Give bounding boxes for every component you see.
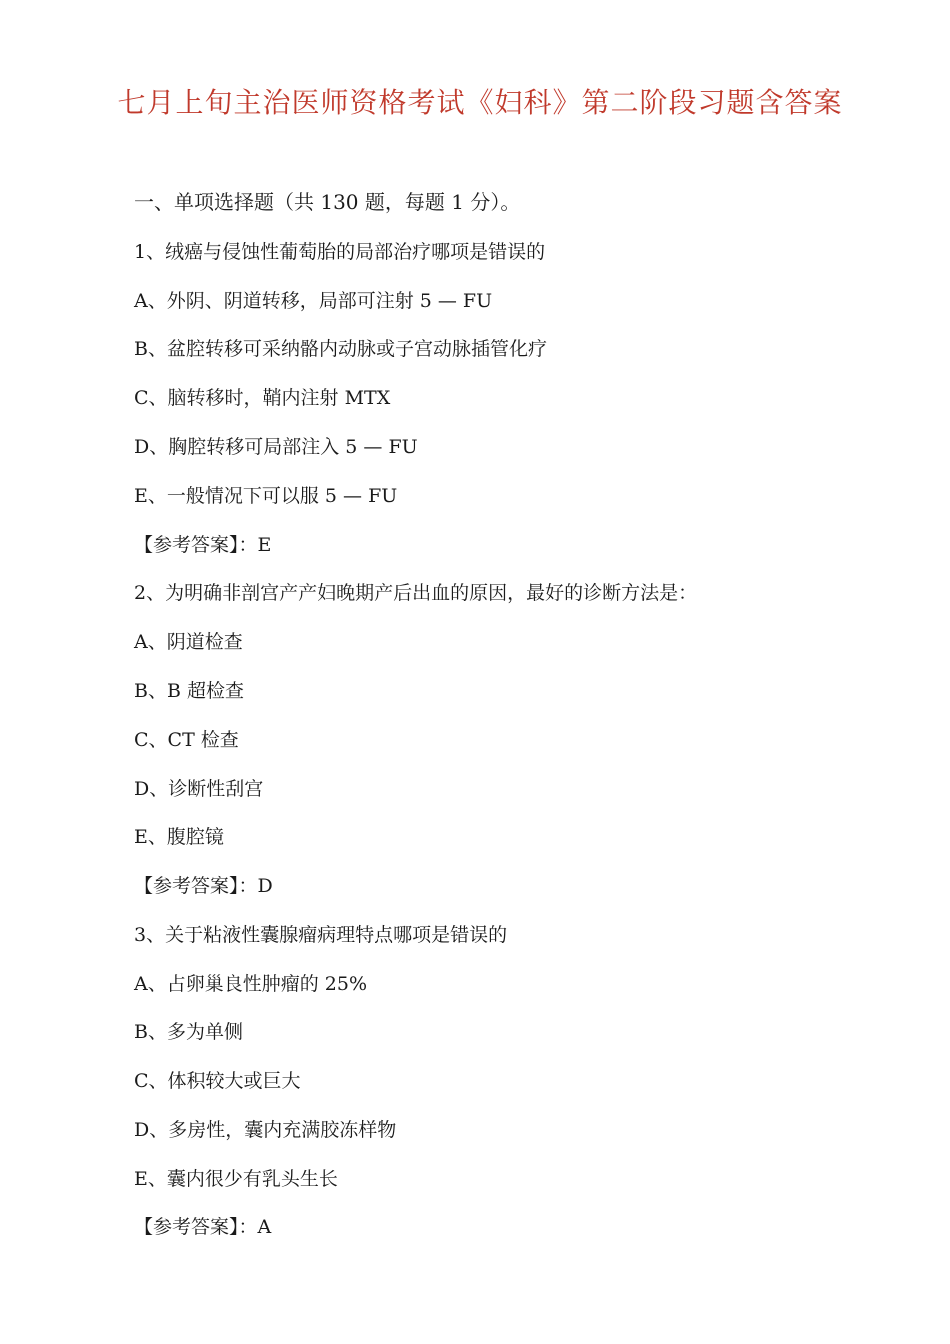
question-1-stem: 1、绒癌与侵蚀性葡萄胎的局部治疗哪项是错误的 <box>134 241 546 263</box>
question-2-option-c: C、CT 检查 <box>134 729 239 751</box>
question-2-option-b: B、B 超检查 <box>134 680 244 702</box>
question-1-option-e: E、一般情况下可以服 5 — FU <box>134 485 398 507</box>
question-1-option-c: C、脑转移时，鞘内注射 MTX <box>134 387 391 409</box>
question-2-stem: 2、为明确非剖宫产产妇晚期产后出血的原因，最好的诊断方法是： <box>134 582 698 604</box>
question-1-answer: 【参考答案】：E <box>134 534 272 556</box>
question-3-option-b: B、多为单侧 <box>134 1021 243 1043</box>
question-1-option-a: A、外阴、阴道转移，局部可注射 5 — FU <box>134 290 493 312</box>
question-2-option-d: D、诊断性刮宫 <box>134 778 264 800</box>
question-2-option-a: A、阴道检查 <box>134 631 243 653</box>
question-3-stem: 3、关于粘液性囊腺瘤病理特点哪项是错误的 <box>134 924 508 946</box>
question-2-answer: 【参考答案】：D <box>134 875 273 897</box>
section-heading: 一、单项选择题（共 130 题，每题 1 分）。 <box>134 190 521 214</box>
question-3-option-e: E、囊内很少有乳头生长 <box>134 1168 338 1190</box>
document-title: 七月上旬主治医师资格考试《妇科》第二阶段习题含答案 <box>117 86 843 119</box>
question-3-answer: 【参考答案】：A <box>134 1216 272 1238</box>
question-3-option-d: D、多房性，囊内充满胶冻样物 <box>134 1119 397 1141</box>
question-3-option-a: A、占卵巢良性肿瘤的 25% <box>134 973 367 995</box>
question-2-option-e: E、腹腔镜 <box>134 826 224 848</box>
question-1-option-b: B、盆腔转移可采纳骼内动脉或子宫动脉插管化疗 <box>134 338 547 360</box>
question-3-option-c: C、体积较大或巨大 <box>134 1070 301 1092</box>
question-1-option-d: D、胸腔转移可局部注入 5 — FU <box>134 436 418 458</box>
